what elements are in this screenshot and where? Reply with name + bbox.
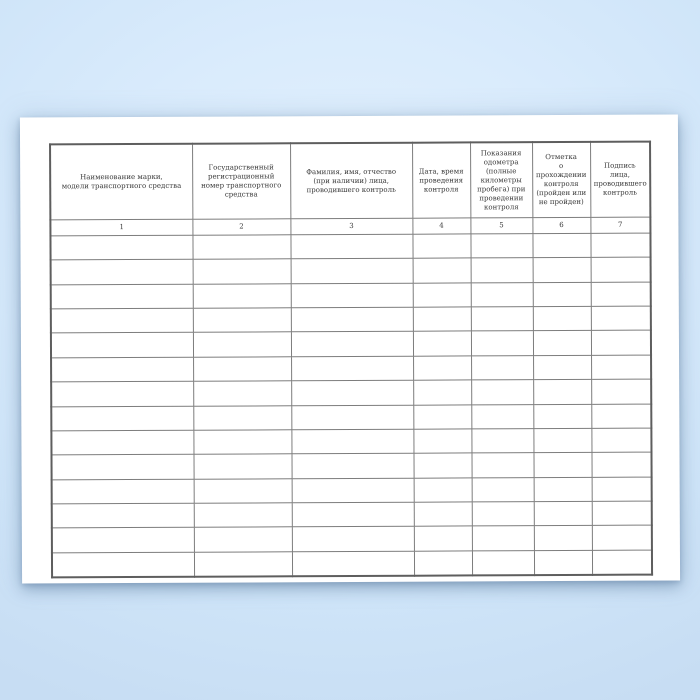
table-row bbox=[50, 233, 650, 260]
empty-cell bbox=[193, 357, 291, 382]
empty-cell bbox=[193, 381, 291, 406]
empty-cell bbox=[472, 502, 534, 527]
empty-cell bbox=[51, 406, 193, 431]
empty-cell bbox=[291, 380, 413, 405]
empty-cell bbox=[51, 357, 193, 382]
empty-cell bbox=[591, 306, 651, 331]
empty-cell bbox=[471, 331, 533, 356]
column-number: 4 bbox=[412, 218, 470, 234]
header-cell-brand-model: Наименование марки, модели транспортного средства bbox=[50, 144, 192, 220]
empty-cell bbox=[291, 332, 413, 357]
column-number: 3 bbox=[290, 218, 412, 235]
empty-cell bbox=[193, 454, 291, 479]
empty-cell bbox=[471, 404, 533, 429]
table-row bbox=[51, 257, 651, 284]
table-row bbox=[52, 525, 652, 552]
empty-cell bbox=[471, 453, 533, 478]
empty-cell bbox=[50, 235, 192, 260]
empty-cell bbox=[591, 257, 651, 282]
empty-cell bbox=[51, 308, 193, 333]
empty-cell bbox=[591, 355, 651, 380]
empty-cell bbox=[194, 503, 292, 528]
empty-cell bbox=[532, 233, 590, 258]
empty-cell bbox=[471, 429, 533, 454]
header-cell-odometer: Показания одометра (полные километры пробега) при проведении контроля bbox=[470, 142, 532, 218]
empty-cell bbox=[52, 528, 194, 553]
empty-cell bbox=[471, 282, 533, 307]
table-row bbox=[51, 331, 651, 358]
empty-cell bbox=[292, 551, 414, 576]
empty-cell bbox=[533, 428, 591, 453]
empty-cell bbox=[192, 235, 290, 260]
empty-cell bbox=[194, 551, 292, 576]
empty-cell bbox=[292, 478, 414, 503]
empty-cell bbox=[413, 429, 471, 454]
empty-cell bbox=[590, 233, 650, 258]
empty-cell bbox=[413, 331, 471, 356]
column-number: 7 bbox=[590, 217, 650, 233]
empty-cell bbox=[534, 526, 592, 551]
empty-cell bbox=[591, 428, 651, 453]
empty-cell bbox=[193, 405, 291, 430]
empty-cell bbox=[193, 283, 291, 308]
empty-cell bbox=[534, 477, 592, 502]
empty-cell bbox=[412, 234, 470, 259]
empty-cell bbox=[51, 381, 193, 406]
empty-cell bbox=[470, 234, 532, 259]
empty-cell bbox=[413, 283, 471, 308]
empty-cell bbox=[193, 332, 291, 357]
empty-cell bbox=[414, 551, 472, 576]
empty-cell bbox=[194, 478, 292, 503]
empty-cell bbox=[291, 259, 413, 284]
empty-cell bbox=[414, 526, 472, 551]
empty-cell bbox=[414, 478, 472, 503]
empty-cell bbox=[591, 331, 651, 356]
empty-cell bbox=[193, 308, 291, 333]
empty-rows bbox=[50, 233, 652, 577]
header-cell-control-mark: Отметка о прохождении контроля (пройден или не пройден) bbox=[532, 142, 590, 218]
table-row bbox=[51, 452, 651, 479]
table-row bbox=[51, 404, 651, 431]
empty-cell bbox=[472, 550, 534, 575]
document-page bbox=[20, 114, 680, 583]
empty-cell bbox=[592, 477, 652, 502]
empty-cell bbox=[533, 258, 591, 283]
empty-cell bbox=[413, 453, 471, 478]
empty-cell bbox=[194, 527, 292, 552]
empty-cell bbox=[291, 307, 413, 332]
empty-cell bbox=[591, 404, 651, 429]
table-row bbox=[52, 550, 652, 578]
table-row bbox=[51, 379, 651, 406]
empty-cell bbox=[292, 502, 414, 527]
empty-cell bbox=[52, 552, 194, 578]
table-row bbox=[51, 306, 651, 333]
header-cell-inspector-name: Фамилия, имя, отчество (при наличии) лица, проводившего контроль bbox=[290, 143, 412, 219]
table-row bbox=[51, 282, 651, 309]
table-row bbox=[52, 477, 652, 504]
empty-cell bbox=[291, 429, 413, 454]
empty-cell bbox=[413, 404, 471, 429]
empty-cell bbox=[413, 380, 471, 405]
empty-cell bbox=[472, 526, 534, 551]
empty-cell bbox=[290, 234, 412, 259]
empty-cell bbox=[413, 258, 471, 283]
empty-cell bbox=[533, 331, 591, 356]
empty-cell bbox=[51, 284, 193, 309]
empty-cell bbox=[292, 527, 414, 552]
empty-cell bbox=[592, 525, 652, 550]
empty-cell bbox=[413, 356, 471, 381]
header-cell-date-time: Дата, время проведения контроля bbox=[412, 142, 470, 218]
empty-cell bbox=[533, 453, 591, 478]
empty-cell bbox=[413, 307, 471, 332]
empty-cell bbox=[533, 404, 591, 429]
empty-cell bbox=[471, 355, 533, 380]
empty-cell bbox=[291, 283, 413, 308]
empty-cell bbox=[51, 430, 193, 455]
empty-cell bbox=[52, 479, 194, 504]
empty-cell bbox=[533, 380, 591, 405]
column-number: 6 bbox=[532, 217, 590, 233]
table-row bbox=[52, 501, 652, 528]
empty-cell bbox=[472, 477, 534, 502]
column-number: 1 bbox=[50, 219, 192, 236]
empty-cell bbox=[193, 430, 291, 455]
empty-cell bbox=[291, 453, 413, 478]
header-cell-registration-number: Государственный регистрационный номер транспортного средства bbox=[192, 143, 290, 219]
empty-cell bbox=[533, 282, 591, 307]
empty-cell bbox=[471, 258, 533, 283]
empty-cell bbox=[414, 502, 472, 527]
empty-cell bbox=[51, 260, 193, 285]
empty-cell bbox=[291, 356, 413, 381]
empty-cell bbox=[51, 454, 193, 479]
empty-cell bbox=[533, 306, 591, 331]
vehicle-control-log-table bbox=[49, 141, 653, 579]
empty-cell bbox=[592, 501, 652, 526]
table-header-row bbox=[50, 142, 650, 220]
empty-cell bbox=[51, 333, 193, 358]
column-number: 5 bbox=[470, 218, 532, 234]
empty-cell bbox=[534, 550, 592, 575]
empty-cell bbox=[291, 405, 413, 430]
empty-cell bbox=[591, 282, 651, 307]
empty-cell bbox=[471, 380, 533, 405]
table-row bbox=[51, 355, 651, 382]
empty-cell bbox=[592, 550, 652, 575]
empty-cell bbox=[52, 503, 194, 528]
empty-cell bbox=[471, 307, 533, 332]
empty-cell bbox=[591, 452, 651, 477]
empty-cell bbox=[193, 259, 291, 284]
table-row bbox=[51, 428, 651, 455]
empty-cell bbox=[534, 501, 592, 526]
empty-cell bbox=[591, 379, 651, 404]
empty-cell bbox=[533, 355, 591, 380]
header-cell-signature: Подпись лица, проводившего контроль bbox=[590, 142, 650, 218]
column-number: 2 bbox=[192, 219, 290, 235]
